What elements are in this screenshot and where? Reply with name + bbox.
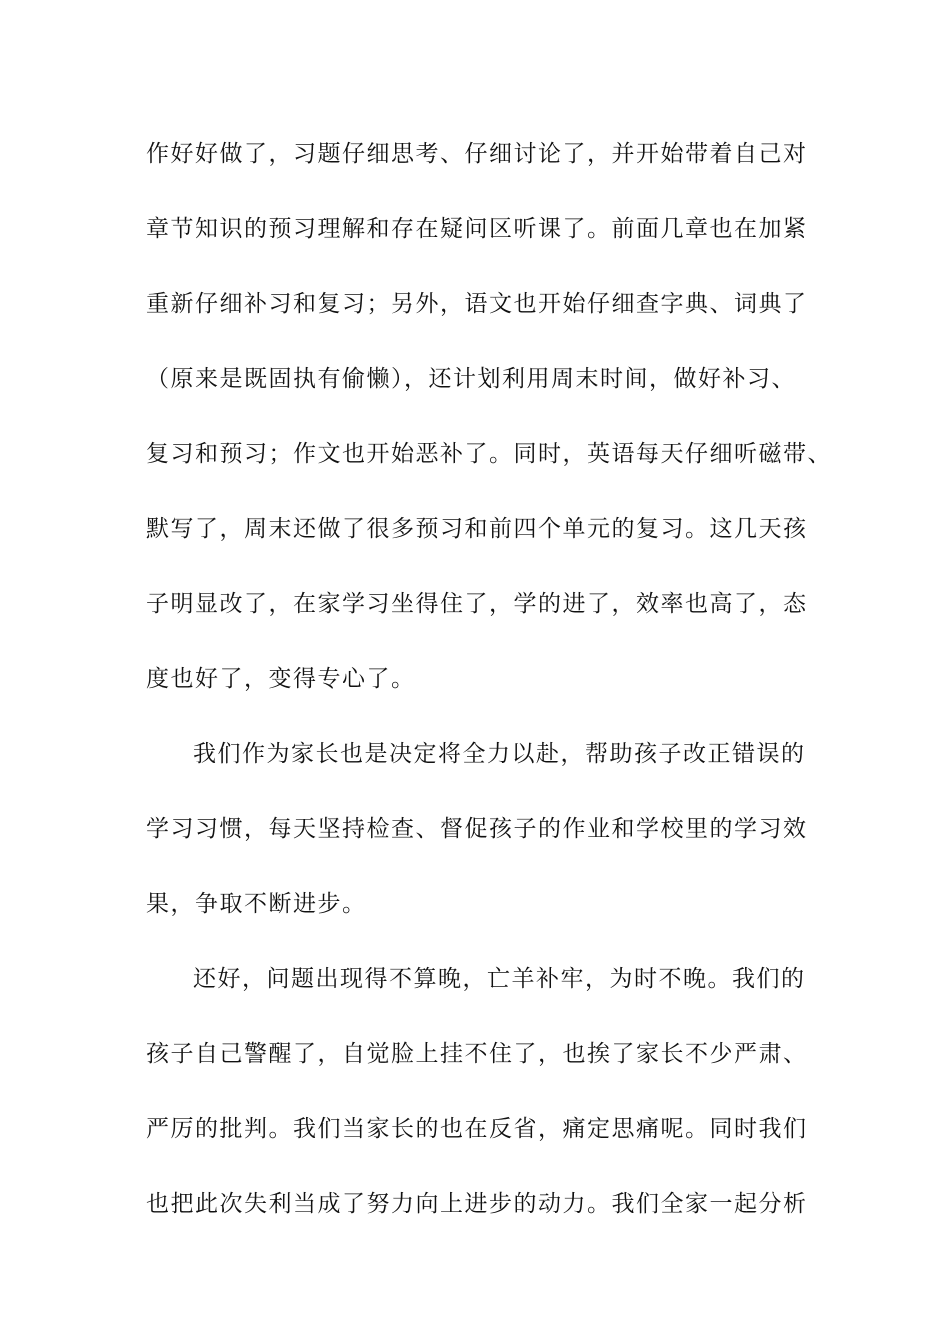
text-line: 重新仔细补习和复习；另外，语文也开始仔细查字典、词典了 [146, 291, 808, 317]
paragraph-3 [146, 955, 806, 1255]
text-line: 学习习惯，每天坚持检查、督促孩子的作业和学校里的学习效 [146, 816, 808, 842]
text-line: 复习和预习；作文也开始恶补了。同时，英语每天仔细听磁带、 [146, 441, 832, 467]
text-line: （原来是既固执有偷懒），还计划利用周末时间，做好补习、 [146, 366, 796, 392]
text-line: 严厉的批判。我们当家长的也在反省，痛定思痛呢。同时我们 [146, 1116, 808, 1142]
text-line: 默写了，周末还做了很多预习和前四个单元的复习。这几天孩 [146, 516, 808, 542]
text-line: 子明显改了，在家学习坐得住了，学的进了，效率也高了，态 [146, 591, 808, 617]
paragraph-1 [146, 130, 832, 730]
text-line: 孩子自己警醒了，自觉脸上挂不住了，也挨了家长不少严肃、 [146, 1041, 808, 1067]
text-line: 我们作为家长也是决定将全力以赴，帮助孩子改正错误的 [193, 741, 806, 767]
text-line: 章节知识的预习理解和存在疑问区听课了。前面几章也在加紧 [146, 216, 808, 242]
text-line: 度也好了，变得专心了。 [146, 666, 416, 692]
text-line: 作好好做了，习题仔细思考、仔细讨论了，并开始带着自己对 [146, 141, 808, 167]
text-line: 还好，问题出现得不算晚，亡羊补牢，为时不晚。我们的 [193, 966, 806, 992]
text-line: 也把此次失利当成了努力向上进步的动力。我们全家一起分析 [146, 1191, 808, 1217]
document-body [146, 130, 832, 1255]
paragraph-2 [146, 730, 806, 955]
text-line: 果，争取不断进步。 [146, 891, 367, 917]
